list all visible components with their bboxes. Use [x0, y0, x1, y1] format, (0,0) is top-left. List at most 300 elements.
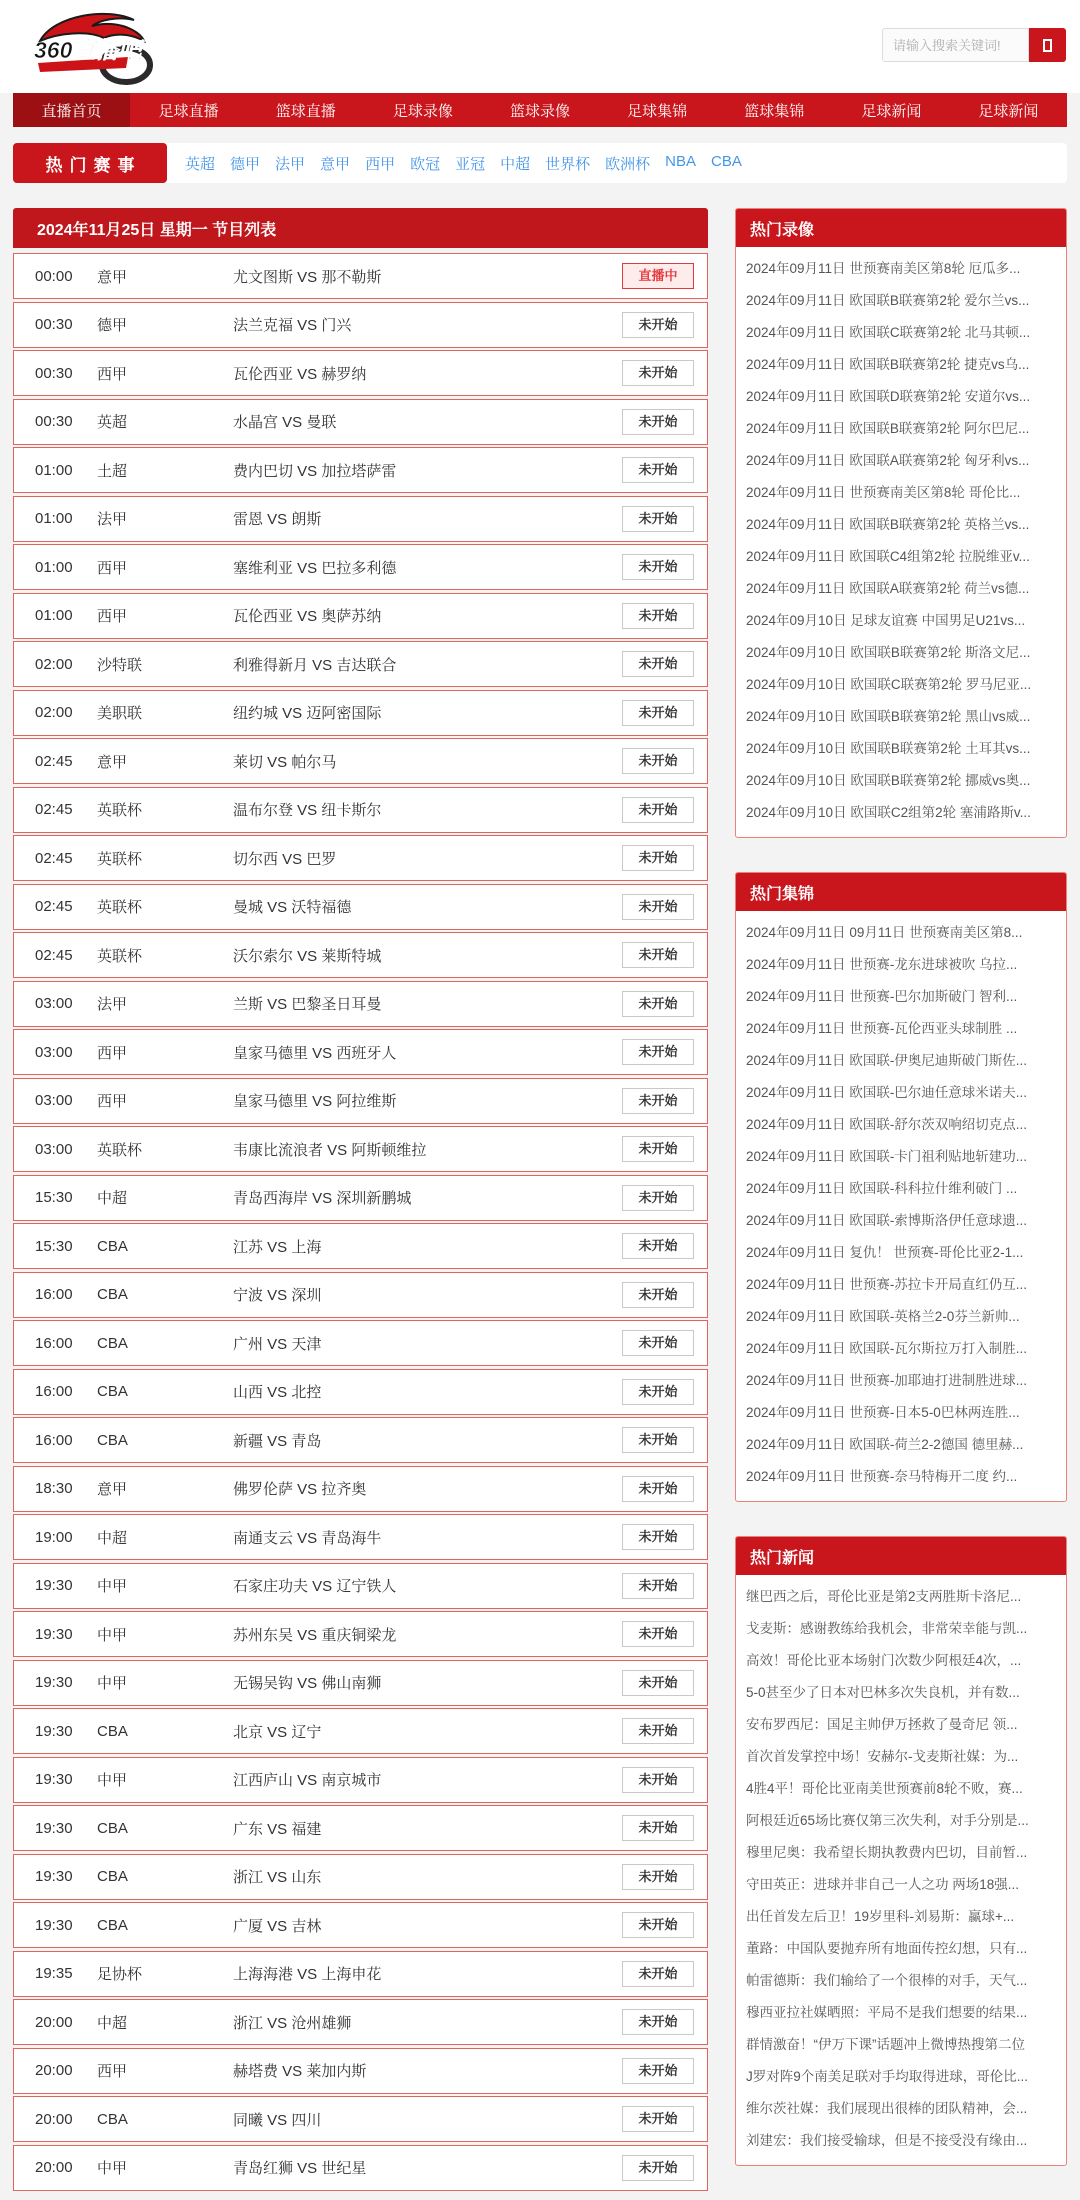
match-league: 英超 — [97, 414, 128, 431]
match-league: CBA — [97, 2110, 128, 2128]
search-box — [882, 28, 1066, 62]
match-league: 英联杯 — [97, 850, 143, 868]
schedule-row[interactable] — [13, 1320, 708, 1366]
sidebar-section-list — [736, 1575, 1066, 2165]
hot-league-link-11[interactable]: CBA — [711, 152, 742, 170]
match-time: 03:00 — [35, 995, 73, 1012]
match-time: 00:30 — [35, 413, 73, 430]
schedule-row[interactable] — [13, 1854, 708, 1900]
sidebar-list-item[interactable]: 继巴西之后，哥伦比亚是第2支两胜斯卡洛尼... — [746, 1589, 1022, 1604]
match-status-button[interactable]: 未开始 — [622, 1815, 694, 1841]
match-league: 西甲 — [97, 1044, 128, 1062]
match-status-button[interactable]: 未开始 — [622, 797, 694, 823]
sidebar-list-item[interactable]: 2024年09月10日 欧国联C联赛第2轮 罗马尼亚... — [746, 677, 1032, 692]
hot-league-link-5[interactable]: 欧冠 — [410, 155, 441, 173]
hot-league-link-3[interactable]: 意甲 — [320, 155, 351, 173]
nav-item-0[interactable]: 直播首页 — [13, 93, 130, 127]
match-teams: 法兰克福 VS 门兴 — [233, 317, 352, 334]
search-button[interactable] — [1029, 28, 1066, 62]
match-time: 03:00 — [35, 1043, 73, 1061]
sidebar-list-item[interactable]: 穆里尼奥：我希望长期执教费内巴切，目前暂... — [746, 1845, 1028, 1860]
match-time: 02:45 — [35, 849, 73, 867]
match-league: 英联杯 — [97, 899, 143, 916]
sidebar-list-item[interactable]: 5-0甚至少了日本对巴林多次失良机，并有数... — [746, 1685, 1020, 1700]
match-time: 18:30 — [35, 1480, 73, 1497]
schedule-panel — [13, 208, 708, 2193]
sidebar-section-title: 热门集锦 — [736, 873, 1066, 911]
match-teams: 瓦伦西亚 VS 奥萨苏纳 — [233, 608, 382, 625]
sidebar-list-item[interactable]: 首次首发掌控中场！安赫尔-戈麦斯社媒：为... — [746, 1749, 1019, 1764]
sidebar-list-item[interactable]: 2024年09月11日 欧国联B联赛第2轮 阿尔巴尼... — [746, 421, 1030, 436]
sidebar-list-item[interactable]: 2024年09月11日 欧国联-英格兰2-0芬兰新帅... — [746, 1309, 1020, 1324]
sidebar-list-item[interactable]: 2024年09月11日 世预赛-加耶迪打进制胜进球... — [746, 1373, 1028, 1388]
nav-item-4[interactable]: 篮球录像 — [509, 102, 570, 120]
match-status-button[interactable]: 未开始 — [622, 1039, 694, 1065]
match-teams: 青岛红狮 VS 世纪星 — [233, 2160, 367, 2177]
sidebar-list-item[interactable]: 2024年09月11日 欧国联B联赛第2轮 捷克vs乌... — [746, 357, 1030, 372]
match-time: 01:00 — [35, 607, 73, 624]
schedule-row[interactable] — [13, 1369, 708, 1415]
sidebar-section-2 — [735, 1536, 1067, 2166]
match-status-button[interactable]: 未开始 — [622, 2009, 694, 2035]
hot-league-link-2[interactable]: 法甲 — [275, 155, 306, 173]
match-league: 中甲 — [97, 1772, 128, 1789]
match-teams: 曼城 VS 沃特福德 — [233, 899, 352, 916]
sidebar-list-item[interactable]: 2024年09月10日 欧国联B联赛第2轮 斯洛文尼... — [746, 645, 1031, 660]
match-teams: 雷恩 VS 朗斯 — [233, 511, 322, 528]
main-content — [13, 208, 1067, 2200]
match-status-button[interactable]: 未开始 — [622, 1767, 694, 1793]
nav-item-7[interactable]: 足球新闻 — [861, 102, 922, 120]
schedule-row[interactable] — [13, 350, 708, 396]
match-time: 19:30 — [35, 1577, 73, 1594]
match-status-button[interactable]: 未开始 — [622, 2106, 694, 2132]
match-teams: 青岛西海岸 VS 深圳新鹏城 — [233, 1190, 412, 1207]
sidebar-list-item[interactable]: 董路：中国队要抛弃所有地面传控幻想，只有... — [746, 1941, 1028, 1956]
sidebar-list-item[interactable]: 帕雷德斯：我们输给了一个很棒的对手，天气... — [746, 1973, 1028, 1988]
match-league: CBA — [97, 1286, 128, 1303]
match-league: CBA — [97, 1868, 128, 1885]
match-teams: 广厦 VS 吉林 — [233, 1917, 322, 1935]
match-status-button[interactable]: 未开始 — [622, 360, 694, 386]
match-teams: 沃尔索尔 VS 莱斯特城 — [233, 947, 382, 965]
match-status-button[interactable]: 未开始 — [622, 1330, 694, 1356]
sidebar-list-item[interactable]: 2024年09月10日 欧国联C2组第2轮 塞浦路斯v... — [746, 805, 1031, 820]
match-league: 英联杯 — [97, 1141, 143, 1159]
sidebar-list-item[interactable]: 2024年09月11日 世预赛-苏拉卡开局直红仍互... — [746, 1277, 1028, 1292]
match-status-button[interactable]: 未开始 — [622, 457, 694, 483]
match-teams: 江西庐山 VS 南京城市 — [233, 1772, 382, 1789]
match-league: 中甲 — [97, 2160, 128, 2177]
match-teams: 瓦伦西亚 VS 赫罗纳 — [233, 365, 367, 383]
match-status-button[interactable]: 未开始 — [622, 1524, 694, 1550]
schedule-row[interactable] — [13, 1175, 708, 1221]
sidebar-list-item[interactable]: 2024年09月11日 世预赛-巴尔加斯破门 智利... — [746, 989, 1018, 1004]
match-teams: 莱切 VS 帕尔马 — [233, 753, 337, 771]
match-time: 15:30 — [35, 1237, 73, 1255]
schedule-row[interactable] — [13, 1805, 708, 1851]
match-league: 意甲 — [97, 268, 128, 286]
sidebar-list-item[interactable]: 穆西亚拉社媒晒照：平局不是我们想要的结果... — [746, 2005, 1028, 2020]
sidebar-list-item[interactable]: 2024年09月11日 世预赛南美区第8轮 厄瓜多... — [746, 261, 1021, 276]
match-time: 20:00 — [35, 2159, 73, 2176]
schedule-row[interactable] — [13, 1999, 708, 2045]
sidebar-list-item[interactable]: 群情激奋！“伊万下课”话题冲上微博热搜第二位 — [746, 2037, 1025, 2052]
sidebar-list-item[interactable]: 2024年09月10日 欧国联B联赛第2轮 土耳其vs... — [746, 741, 1031, 756]
match-teams: 皇家马德里 VS 西班牙人 — [233, 1044, 397, 1062]
match-time: 19:00 — [35, 1528, 73, 1546]
sidebar-list-item[interactable]: 2024年09月10日 足球友谊赛 中国男足U21vs... — [746, 613, 1026, 628]
schedule-row[interactable] — [13, 1951, 708, 1997]
match-time: 02:45 — [35, 946, 73, 964]
schedule-row[interactable] — [13, 447, 708, 493]
schedule-row[interactable] — [13, 641, 708, 687]
match-league: CBA — [97, 1916, 128, 1934]
schedule-row[interactable] — [13, 1563, 708, 1609]
match-time: 16:00 — [35, 1286, 73, 1303]
match-league: 足协杯 — [97, 1966, 143, 1983]
match-time: 19:30 — [35, 1674, 73, 1691]
match-status-button[interactable]: 未开始 — [622, 2058, 694, 2084]
sidebar-list-item[interactable]: 2024年09月11日 欧国联B联赛第2轮 爱尔兰vs... — [746, 293, 1030, 308]
match-league: 中甲 — [97, 1626, 128, 1644]
schedule-row[interactable] — [13, 2048, 708, 2094]
match-status-button[interactable]: 未开始 — [622, 1233, 694, 1259]
match-status-button[interactable]: 未开始 — [622, 700, 694, 726]
match-status-button[interactable]: 未开始 — [622, 409, 694, 435]
nav-item-1[interactable]: 足球直播 — [158, 102, 219, 120]
schedule-row[interactable] — [13, 835, 708, 881]
hot-league-link-4[interactable]: 西甲 — [365, 155, 396, 173]
match-time: 19:30 — [35, 1625, 73, 1643]
match-teams: 费内巴切 VS 加拉塔萨雷 — [233, 462, 397, 480]
sidebar-list-item[interactable]: J罗对阵9个南美足联对手均取得进球，哥伦比... — [746, 2069, 1029, 2084]
match-league: 意甲 — [97, 1481, 128, 1498]
hot-league-link-7[interactable]: 中超 — [500, 155, 531, 173]
match-status-button[interactable]: 未开始 — [622, 1379, 694, 1405]
match-time: 02:00 — [35, 655, 73, 673]
schedule-row[interactable] — [13, 787, 708, 833]
match-status-button[interactable]: 直播中 — [622, 263, 694, 289]
match-teams: 韦康比流浪者 VS 阿斯顿维拉 — [233, 1141, 427, 1159]
nav-item-8[interactable]: 足球新闻 — [978, 102, 1039, 120]
schedule-row[interactable] — [13, 884, 708, 930]
match-league: 法甲 — [97, 996, 128, 1013]
main-nav — [13, 93, 1067, 127]
schedule-row[interactable] — [13, 593, 708, 639]
schedule-row[interactable] — [13, 399, 708, 445]
schedule-row[interactable] — [13, 1660, 708, 1706]
match-time: 02:45 — [35, 752, 73, 770]
match-league: 土超 — [97, 462, 128, 480]
sidebar-section-list — [736, 247, 1066, 837]
schedule-row[interactable] — [13, 1757, 708, 1803]
search-icon — [1043, 39, 1052, 52]
schedule-row[interactable] — [13, 1902, 708, 1948]
match-teams: 温布尔登 VS 纽卡斯尔 — [233, 802, 382, 819]
sidebar-list-item[interactable]: 高效！哥伦比亚本场射门次数少阿根廷4次，... — [746, 1653, 1022, 1668]
nav-item-6[interactable]: 篮球集锦 — [744, 102, 805, 120]
match-league: CBA — [97, 1819, 128, 1837]
match-league: 中超 — [97, 1529, 128, 1547]
site-header — [0, 0, 1080, 93]
match-league: 沙特联 — [97, 656, 143, 674]
match-time: 19:30 — [35, 1771, 73, 1788]
match-teams: 同曦 VS 四川 — [233, 2111, 322, 2129]
nav-item-2[interactable]: 篮球直播 — [275, 102, 336, 120]
sidebar-list-item[interactable]: 出任首发左后卫！19岁里科-刘易斯：赢球+... — [746, 1909, 1015, 1924]
match-teams: 上海海港 VS 上海申花 — [233, 1966, 382, 1983]
match-teams: 切尔西 VS 巴罗 — [233, 850, 337, 868]
match-status-button[interactable]: 未开始 — [622, 1573, 694, 1599]
match-status-button[interactable]: 未开始 — [622, 1718, 694, 1744]
match-teams: 尤文图斯 VS 那不勒斯 — [233, 268, 382, 286]
schedule-row[interactable] — [13, 1223, 708, 1269]
sidebar-list-item[interactable]: 2024年09月11日 欧国联C联赛第2轮 北马其顿... — [746, 325, 1031, 340]
match-status-button[interactable]: 未开始 — [622, 991, 694, 1017]
hot-league-link-1[interactable]: 德甲 — [230, 155, 261, 173]
match-league: 德甲 — [97, 317, 128, 334]
schedule-rows — [13, 253, 708, 2191]
sidebar-list-item[interactable]: 2024年09月11日 欧国联A联赛第2轮 匈牙利vs... — [746, 453, 1030, 468]
schedule-row[interactable] — [13, 981, 708, 1027]
match-league: 中超 — [97, 1190, 128, 1207]
match-status-button[interactable]: 未开始 — [622, 506, 694, 532]
match-status-button[interactable]: 未开始 — [622, 1912, 694, 1938]
schedule-row[interactable] — [13, 1514, 708, 1560]
match-teams: 利雅得新月 VS 吉达联合 — [233, 656, 397, 674]
match-status-button[interactable]: 未开始 — [622, 1670, 694, 1696]
search-input[interactable] — [882, 28, 1029, 62]
sidebar-list-item[interactable]: 2024年09月10日 欧国联B联赛第2轮 黑山vs威... — [746, 709, 1031, 724]
match-time: 02:45 — [35, 898, 73, 915]
schedule-row[interactable] — [13, 690, 708, 736]
match-status-button[interactable]: 未开始 — [622, 1864, 694, 1890]
schedule-row[interactable] — [13, 1078, 708, 1124]
match-time: 20:00 — [35, 2110, 73, 2128]
match-teams: 北京 VS 辽宁 — [233, 1723, 322, 1741]
sidebar-list-item[interactable]: 2024年09月11日 欧国联-瓦尔斯拉万打入制胜... — [746, 1341, 1028, 1356]
logo-flame-icon — [28, 5, 160, 89]
match-time: 03:00 — [35, 1092, 73, 1109]
schedule-row[interactable] — [13, 1029, 708, 1075]
match-status-button[interactable]: 未开始 — [622, 2155, 694, 2181]
match-status-button[interactable]: 未开始 — [622, 1476, 694, 1502]
match-status-button[interactable]: 未开始 — [622, 1136, 694, 1162]
match-teams: 浙江 VS 山东 — [233, 1869, 322, 1886]
schedule-row[interactable] — [13, 2145, 708, 2191]
logo-text: 360直播吧 — [34, 37, 142, 63]
match-status-button[interactable]: 未开始 — [622, 312, 694, 338]
sidebar-list-item[interactable]: 2024年09月11日 09月11日 世预赛南美区第8... — [746, 925, 1023, 940]
match-status-button[interactable]: 未开始 — [622, 1185, 694, 1211]
match-league: CBA — [97, 1383, 128, 1400]
schedule-row[interactable] — [13, 302, 708, 348]
match-teams: 广州 VS 天津 — [233, 1335, 322, 1353]
match-time: 00:00 — [35, 267, 73, 285]
site-logo[interactable] — [28, 5, 160, 89]
sidebar-list-item[interactable]: 阿根廷近65场比赛仅第三次失利，对手分别是... — [746, 1813, 1029, 1828]
match-league: CBA — [97, 1237, 128, 1255]
match-league: 西甲 — [97, 2063, 128, 2080]
sidebar-list-item[interactable]: 2024年09月10日 欧国联B联赛第2轮 挪威vs奥... — [746, 773, 1031, 788]
match-teams: 新疆 VS 青岛 — [233, 1432, 322, 1450]
match-time: 01:00 — [35, 461, 73, 479]
sidebar-list-item[interactable]: 2024年09月11日 欧国联-伊奥尼迪斯破门斯佐... — [746, 1053, 1028, 1068]
sidebar-list-item[interactable]: 守田英正：进球并非自己一人之功 两场18强... — [746, 1877, 1020, 1892]
match-league: 西甲 — [97, 608, 128, 625]
match-status-button[interactable]: 未开始 — [622, 1621, 694, 1647]
match-status-button[interactable]: 未开始 — [622, 603, 694, 629]
match-league: CBA — [97, 1722, 128, 1740]
match-time: 19:30 — [35, 1722, 73, 1740]
match-teams: 广东 VS 福建 — [233, 1820, 322, 1838]
sidebar-list-item[interactable]: 2024年09月11日 世预赛-奈马特梅开二度 约... — [746, 1469, 1018, 1484]
sidebar-list-item[interactable]: 2024年09月11日 欧国联A联赛第2轮 荷兰vs德... — [746, 581, 1030, 596]
sidebar-list-item[interactable]: 2024年09月11日 欧国联-卡门祖利贴地斩建功... — [746, 1149, 1028, 1164]
nav-item-5[interactable]: 足球集锦 — [627, 102, 688, 120]
match-status-button[interactable]: 未开始 — [622, 1088, 694, 1114]
match-time: 00:30 — [35, 316, 73, 333]
match-status-button[interactable]: 未开始 — [622, 651, 694, 677]
match-status-button[interactable]: 未开始 — [622, 942, 694, 968]
schedule-row[interactable] — [13, 932, 708, 978]
sidebar-list-item[interactable]: 2024年09月11日 欧国联D联赛第2轮 安道尔vs... — [746, 389, 1031, 404]
match-time: 16:00 — [35, 1383, 73, 1400]
match-time: 16:00 — [35, 1431, 73, 1449]
schedule-row[interactable] — [13, 544, 708, 590]
hot-events-links — [185, 153, 742, 174]
match-teams: 赫塔费 VS 莱加内斯 — [233, 2063, 367, 2080]
match-time: 19:35 — [35, 1965, 73, 1982]
match-league: 西甲 — [97, 365, 128, 383]
sidebar-list-item[interactable]: 安布罗西尼：国足主帅伊万拯救了曼奇尼 领... — [746, 1717, 1018, 1732]
schedule-row[interactable] — [13, 1272, 708, 1318]
match-status-button[interactable]: 未开始 — [622, 748, 694, 774]
sidebar-list-item[interactable]: 2024年09月11日 欧国联C4组第2轮 拉脱维亚v... — [746, 549, 1030, 564]
hot-league-link-8[interactable]: 世界杯 — [545, 155, 591, 173]
sidebar-list-item[interactable]: 4胜4平！哥伦比亚南美世预赛前8轮不败，赛... — [746, 1781, 1023, 1796]
match-teams: 江苏 VS 上海 — [233, 1238, 322, 1256]
match-league: CBA — [97, 1431, 128, 1449]
match-teams: 山西 VS 北控 — [233, 1384, 322, 1401]
sidebar-section-title: 热门录像 — [736, 209, 1066, 247]
match-status-button[interactable]: 未开始 — [622, 1427, 694, 1453]
sidebar-list-item[interactable]: 2024年09月11日 世预赛-龙东进球被吹 乌拉... — [746, 957, 1018, 972]
schedule-row[interactable] — [13, 2096, 708, 2142]
match-status-button[interactable]: 未开始 — [622, 845, 694, 871]
match-teams: 石家庄功夫 VS 辽宁铁人 — [233, 1578, 397, 1595]
match-time: 02:00 — [35, 704, 73, 721]
match-time: 03:00 — [35, 1140, 73, 1158]
sidebar-section-list — [736, 911, 1066, 1501]
sidebar-list-item[interactable]: 戈麦斯：感谢教练给我机会，非常荣幸能与凯... — [746, 1621, 1028, 1636]
match-status-button[interactable]: 未开始 — [622, 554, 694, 580]
hot-events-bar — [13, 143, 1067, 183]
sidebar-list-item[interactable]: 2024年09月11日 欧国联-荷兰2-2德国 德里赫... — [746, 1437, 1024, 1452]
match-time: 19:30 — [35, 1916, 73, 1934]
match-league: 西甲 — [97, 559, 128, 577]
sidebar-list-item[interactable]: 2024年09月11日 复仇！ 世预赛-哥伦比亚2-1... — [746, 1245, 1024, 1260]
match-time: 01:00 — [35, 510, 73, 527]
schedule-row[interactable] — [13, 1126, 708, 1172]
sidebar-list-item[interactable]: 2024年09月11日 欧国联-科科拉什维利破门 ... — [746, 1181, 1018, 1196]
match-league: 中甲 — [97, 1578, 128, 1595]
hot-league-link-10[interactable]: NBA — [665, 152, 696, 170]
match-status-button[interactable]: 未开始 — [622, 1961, 694, 1987]
schedule-row[interactable] — [13, 1417, 708, 1463]
match-teams: 浙江 VS 沧州雄狮 — [233, 2014, 352, 2032]
sidebar-list-item[interactable]: 2024年09月11日 欧国联-舒尔茨双响绍切克点... — [746, 1117, 1028, 1132]
sidebar-section-title: 热门新闻 — [736, 1537, 1066, 1575]
match-league: 英联杯 — [97, 802, 143, 819]
sidebar-section-1 — [735, 872, 1067, 1502]
match-teams: 皇家马德里 VS 阿拉维斯 — [233, 1093, 397, 1110]
match-time: 19:30 — [35, 1819, 73, 1837]
match-teams: 无锡吴钩 VS 佛山南狮 — [233, 1675, 382, 1692]
match-status-button[interactable]: 未开始 — [622, 1282, 694, 1308]
sidebar-list-item[interactable]: 刘建宏：我们接受输球，但是不接受没有缘由... — [746, 2133, 1028, 2148]
schedule-row[interactable] — [13, 738, 708, 784]
match-time: 00:30 — [35, 364, 73, 382]
match-teams: 佛罗伦萨 VS 拉齐奥 — [233, 1481, 367, 1498]
schedule-row[interactable] — [13, 1611, 708, 1657]
match-teams: 水晶宫 VS 曼联 — [233, 414, 337, 431]
hot-league-link-9[interactable]: 欧洲杯 — [605, 155, 651, 173]
match-time: 01:00 — [35, 558, 73, 576]
hot-league-link-0[interactable]: 英超 — [185, 155, 216, 173]
match-league: 英联杯 — [97, 947, 143, 965]
sidebar-list-item[interactable]: 2024年09月11日 欧国联-巴尔迪任意球米诺夫... — [746, 1085, 1028, 1100]
match-time: 02:45 — [35, 801, 73, 818]
hot-league-link-6[interactable]: 亚冠 — [455, 155, 486, 173]
match-league: 法甲 — [97, 511, 128, 528]
schedule-row[interactable] — [13, 496, 708, 542]
match-teams: 纽约城 VS 迈阿密国际 — [233, 705, 382, 722]
schedule-row[interactable] — [13, 1466, 708, 1512]
match-teams: 宁波 VS 深圳 — [233, 1287, 322, 1304]
hot-events-label: 热门赛事 — [13, 143, 167, 183]
sidebar-list-item[interactable]: 2024年09月11日 世预赛南美区第8轮 哥伦比... — [746, 485, 1021, 500]
schedule-row[interactable] — [13, 253, 708, 299]
match-league: 美职联 — [97, 705, 143, 722]
match-league: 西甲 — [97, 1093, 128, 1110]
match-status-button[interactable]: 未开始 — [622, 894, 694, 920]
match-teams: 塞维利亚 VS 巴拉多利德 — [233, 559, 397, 577]
match-league: 中甲 — [97, 1675, 128, 1692]
sidebar-list-item[interactable]: 2024年09月11日 欧国联B联赛第2轮 英格兰vs... — [746, 517, 1030, 532]
match-time: 20:00 — [35, 2062, 73, 2079]
match-league: 中超 — [97, 2014, 128, 2032]
match-time: 16:00 — [35, 1334, 73, 1352]
match-teams: 兰斯 VS 巴黎圣日耳曼 — [233, 996, 382, 1013]
nav-item-3[interactable]: 足球录像 — [392, 102, 453, 120]
sidebar-list-item[interactable]: 2024年09月11日 世预赛-瓦伦西亚头球制胜 ... — [746, 1021, 1018, 1036]
sidebar-list-item[interactable]: 2024年09月11日 世预赛-日本5-0巴林两连胜... — [746, 1405, 1020, 1420]
match-league: 意甲 — [97, 753, 128, 771]
sidebar — [735, 208, 1067, 2200]
schedule-row[interactable] — [13, 1708, 708, 1754]
match-time: 20:00 — [35, 2013, 73, 2031]
match-league: CBA — [97, 1334, 128, 1352]
match-time: 15:30 — [35, 1189, 73, 1206]
match-teams: 苏州东吴 VS 重庆铜梁龙 — [233, 1626, 397, 1644]
sidebar-list-item[interactable]: 维尔茨社媒：我们展现出很棒的团队精神，会... — [746, 2101, 1028, 2116]
schedule-title: 2024年11月25日 星期一 节目列表 — [13, 208, 708, 248]
sidebar-section-0 — [735, 208, 1067, 838]
match-teams: 南通支云 VS 青岛海牛 — [233, 1529, 382, 1547]
sidebar-list-item[interactable]: 2024年09月11日 欧国联-索博斯洛伊任意球遗... — [746, 1213, 1028, 1228]
